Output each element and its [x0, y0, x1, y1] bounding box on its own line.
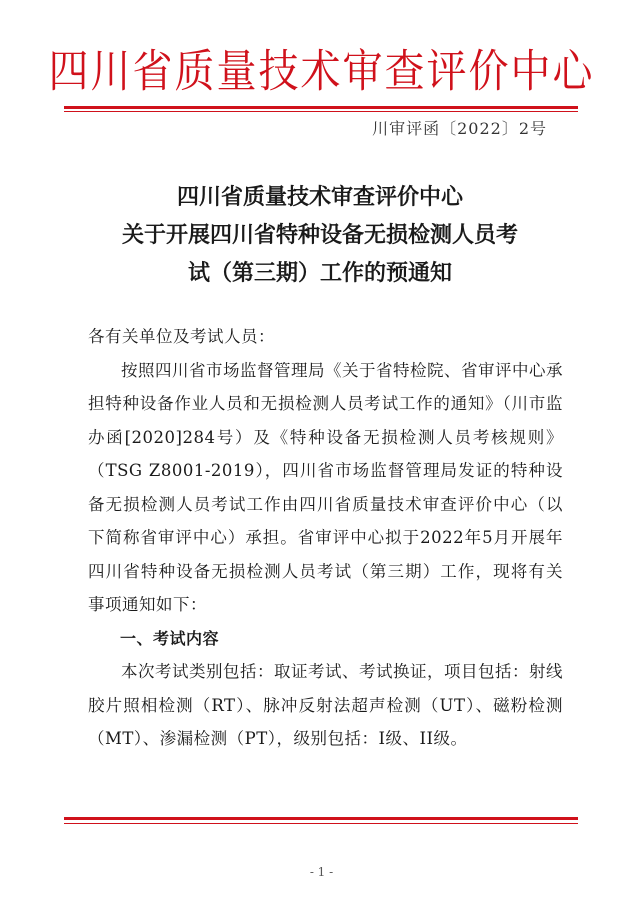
header-rule-thin [64, 111, 578, 112]
footer-rule-thin [64, 823, 578, 824]
salutation: 各有关单位及考试人员： [88, 327, 275, 346]
org-header: 四川省质量技术审查评价中心 [48, 46, 595, 98]
section-1-heading: 一、考试内容 [120, 628, 220, 648]
title-line-3: 试（第三期）工作的预通知 [187, 260, 452, 286]
title-line-2: 关于开展四川省特种设备无损检测人员考 [121, 222, 518, 248]
paragraph-2: 本次考试类别包括：取证考试、考试换证，项目包括：射线胶片照相检测（RT）、脉冲反射法超声检测（UT）、磁粉检测（MT）、渗漏检测（PT），级别包括：I级、II级。 [88, 662, 563, 748]
doc-number: 川审评函〔2022〕2号 [372, 119, 547, 138]
body-text [88, 320, 563, 756]
paragraph-1: 按照四川省市场监督管理局《关于省特检院、省审评中心承担特种设备作业人员和无损检测人员考试工作的通知》（川市监办函[2020]284号）及《特种设备无损检测人员考核规则》（TSG Z8001-2019），四川省市场监督管理局发证的特种设备无损检测人员考试工作由四川省质量技术审查评价中心（以下简称省审评中心）承担。省审评中心拟于2022年5月开展年四川省特种设备无损检测人员考试（第三期）工作，现将有关事项通知如下： [88, 360, 563, 614]
title-line-1: 四川省质量技术审查评价中心 [176, 184, 463, 210]
page-number: - 1 - [309, 865, 334, 879]
header-rule-thick [64, 106, 578, 109]
notice-title [60, 178, 580, 292]
footer-rule-thick [64, 817, 578, 820]
